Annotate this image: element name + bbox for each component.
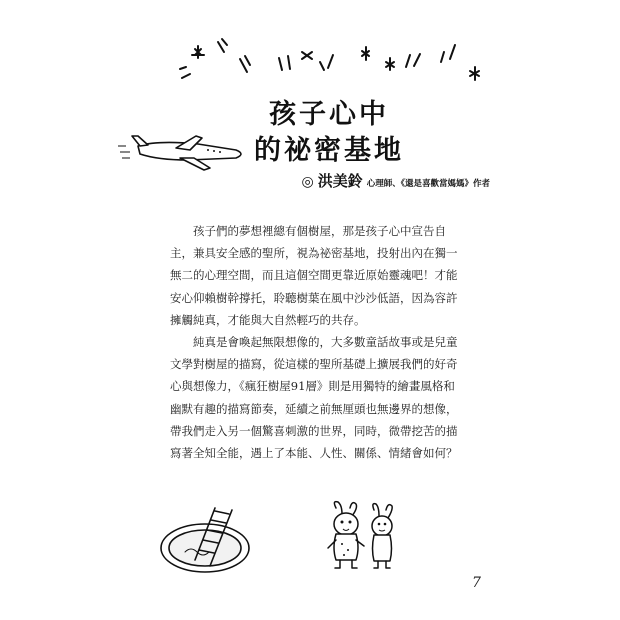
body-text	[170, 220, 490, 464]
text-line: 無二的心理空間，而且這個空間更靠近原始靈魂吧！才能	[170, 268, 458, 283]
author-name: 洪美鈴	[317, 172, 363, 190]
text-line: 安心仰賴樹幹撐托，聆聽樹葉在風中沙沙低語，因為容許	[170, 290, 458, 305]
rabbits-illustration-icon	[322, 500, 402, 575]
byline	[302, 170, 491, 191]
text-line: 純真是會喚起無限想像的，大多數童話故事或是兒童	[193, 335, 458, 350]
text-line: 心與想像力，《瘋狂樹屋91層》則是用獨特的繪畫風格和	[170, 379, 455, 394]
byline-mark: ◎	[301, 174, 314, 190]
page-title-line-2: 的祕密基地	[254, 135, 404, 166]
text-line: 孩子們的夢想裡總有個樹屋，那是孩子心中宣告自	[193, 224, 446, 238]
paragraph-1	[170, 220, 490, 331]
text-line: 寫著全知全能，遇上了本能、人性、關係、情緒會如何？	[170, 446, 458, 461]
page-number: 7	[472, 575, 481, 591]
text-line: 擁觸純真，才能與大自然輕巧的共存。	[170, 312, 366, 327]
text-line: 帶我們走入另一個驚喜刺激的世界，同時，微帶挖苦的描	[170, 423, 458, 438]
text-line: 文學對樹屋的描寫，從這樣的聖所基礎上擴展我們的好奇	[170, 357, 458, 372]
sparkle-doodles-icon	[0, 0, 620, 100]
page-title-line-1: 孩子心中	[269, 99, 389, 130]
manhole-ladder-illustration-icon	[155, 490, 255, 580]
text-line: 主，兼具安全感的聖所，視為祕密基地，投射出內在獨一	[170, 246, 458, 261]
paragraph-2	[170, 331, 490, 464]
text-line: 幽默有趣的描寫節奏，延續之前無厘頭也無邊界的想像，	[170, 401, 458, 416]
author-role: 心理師、《還是喜歡當媽媽》作者	[366, 179, 490, 189]
